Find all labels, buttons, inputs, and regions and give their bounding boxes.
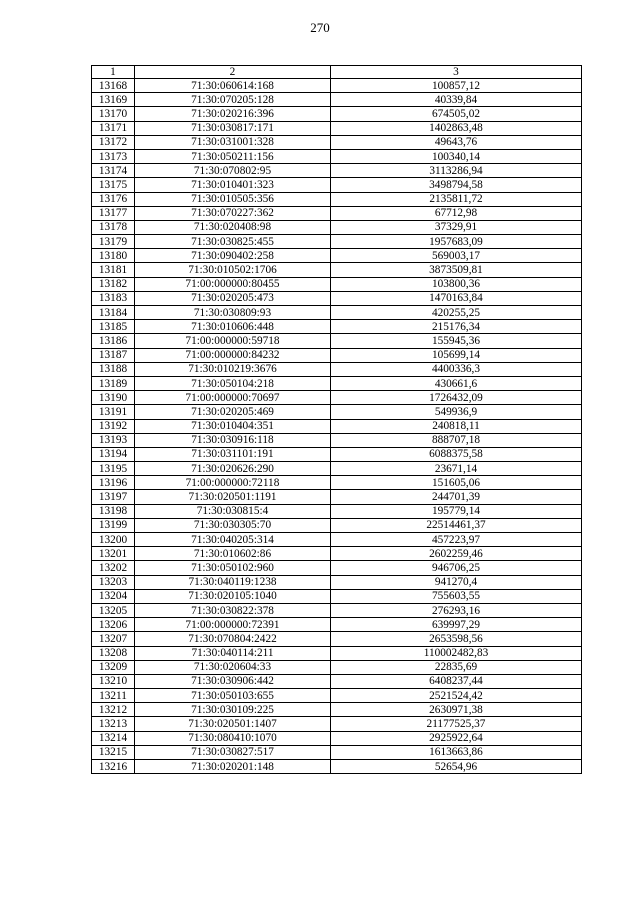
table-row: [92, 121, 582, 135]
row-number-cell: 13186: [92, 334, 135, 348]
cadastral-number-cell: 71:00:000000:80455: [135, 277, 331, 291]
cadastral-number-cell: 71:30:030817:171: [135, 121, 331, 135]
row-number-cell: 13214: [92, 731, 135, 745]
value-cell: 105699,14: [331, 348, 582, 362]
cadastral-number-cell: 71:30:010401:323: [135, 178, 331, 192]
row-number-cell: 13198: [92, 504, 135, 518]
row-number-cell: 13205: [92, 603, 135, 617]
table-row: [92, 348, 582, 362]
row-number-cell: 13180: [92, 249, 135, 263]
table-row: [92, 731, 582, 745]
cadastral-number-cell: 71:00:000000:72391: [135, 618, 331, 632]
table-row: [92, 320, 582, 334]
table-row: [92, 646, 582, 660]
table-row: [92, 405, 582, 419]
value-cell: 639997,29: [331, 618, 582, 632]
table-row: [92, 476, 582, 490]
cadastral-number-cell: 71:30:090402:258: [135, 249, 331, 263]
row-number-cell: 13199: [92, 518, 135, 532]
row-number-cell: 13187: [92, 348, 135, 362]
row-number-cell: 13168: [92, 79, 135, 93]
value-cell: 569003,17: [331, 249, 582, 263]
value-cell: 276293,16: [331, 603, 582, 617]
value-cell: 2925922,64: [331, 731, 582, 745]
cadastral-number-cell: 71:30:020216:396: [135, 107, 331, 121]
value-cell: 110002482,83: [331, 646, 582, 660]
value-cell: 2135811,72: [331, 192, 582, 206]
row-number-cell: 13209: [92, 660, 135, 674]
table-row: [92, 447, 582, 461]
table-row: [92, 547, 582, 561]
cadastral-number-cell: 71:30:030906:442: [135, 674, 331, 688]
table-row: [92, 362, 582, 376]
cadastral-number-cell: 71:30:030809:93: [135, 306, 331, 320]
table-row: [92, 79, 582, 93]
data-table: [91, 65, 582, 774]
cadastral-number-cell: 71:30:010602:86: [135, 547, 331, 561]
row-number-cell: 13201: [92, 547, 135, 561]
table-row: [92, 391, 582, 405]
value-cell: 195779,14: [331, 504, 582, 518]
cadastral-number-cell: 71:30:070804:2422: [135, 632, 331, 646]
value-cell: 2653598,56: [331, 632, 582, 646]
value-cell: 67712,98: [331, 206, 582, 220]
table-row: [92, 206, 582, 220]
value-cell: 1613663,86: [331, 745, 582, 759]
cadastral-number-cell: 71:30:030827:517: [135, 745, 331, 759]
table-row: [92, 149, 582, 163]
row-number-cell: 13206: [92, 618, 135, 632]
value-cell: 49643,76: [331, 135, 582, 149]
cadastral-number-cell: 71:30:030109:225: [135, 703, 331, 717]
cadastral-number-cell: 71:30:020105:1040: [135, 589, 331, 603]
value-cell: 151605,06: [331, 476, 582, 490]
value-cell: 6088375,58: [331, 447, 582, 461]
cadastral-number-cell: 71:30:050103:655: [135, 689, 331, 703]
table-row: [92, 178, 582, 192]
table-row: [92, 674, 582, 688]
table-row: [92, 419, 582, 433]
value-cell: 37329,91: [331, 220, 582, 234]
value-cell: 40339,84: [331, 93, 582, 107]
value-cell: 23671,14: [331, 462, 582, 476]
row-number-cell: 13169: [92, 93, 135, 107]
value-cell: 21177525,37: [331, 717, 582, 731]
cadastral-number-cell: 71:30:010219:3676: [135, 362, 331, 376]
cadastral-number-cell: 71:30:070205:128: [135, 93, 331, 107]
table-row: [92, 107, 582, 121]
value-cell: 3873509,81: [331, 263, 582, 277]
column-header-3: 3: [331, 66, 582, 79]
row-number-cell: 13185: [92, 320, 135, 334]
cadastral-number-cell: 71:30:040205:314: [135, 533, 331, 547]
table-row: [92, 533, 582, 547]
value-cell: 4400336,3: [331, 362, 582, 376]
value-cell: 240818,11: [331, 419, 582, 433]
row-number-cell: 13174: [92, 164, 135, 178]
table-row: [92, 760, 582, 774]
row-number-cell: 13204: [92, 589, 135, 603]
cadastral-number-cell: 71:00:000000:84232: [135, 348, 331, 362]
table-row: [92, 518, 582, 532]
page-number: 270: [310, 20, 330, 35]
value-cell: 100857,12: [331, 79, 582, 93]
table-row: [92, 603, 582, 617]
row-number-cell: 13184: [92, 306, 135, 320]
value-cell: 941270,4: [331, 575, 582, 589]
row-number-cell: 13175: [92, 178, 135, 192]
row-number-cell: 13176: [92, 192, 135, 206]
cadastral-number-cell: 71:30:030815:4: [135, 504, 331, 518]
value-cell: 3498794,58: [331, 178, 582, 192]
value-cell: 946706,25: [331, 561, 582, 575]
value-cell: 1726432,09: [331, 391, 582, 405]
cadastral-number-cell: 71:00:000000:72118: [135, 476, 331, 490]
value-cell: 430661,6: [331, 376, 582, 390]
row-number-cell: 13194: [92, 447, 135, 461]
row-number-cell: 13182: [92, 277, 135, 291]
cadastral-number-cell: 71:30:020408:98: [135, 220, 331, 234]
cadastral-number-cell: 71:00:000000:70697: [135, 391, 331, 405]
value-cell: 755603,55: [331, 589, 582, 603]
row-number-cell: 13178: [92, 220, 135, 234]
cadastral-number-cell: 71:30:031101:191: [135, 447, 331, 461]
value-cell: 2521524,42: [331, 689, 582, 703]
value-cell: 420255,25: [331, 306, 582, 320]
table-row: [92, 717, 582, 731]
value-cell: 22835,69: [331, 660, 582, 674]
cadastral-number-cell: 71:00:000000:59718: [135, 334, 331, 348]
cadastral-number-cell: 71:30:010404:351: [135, 419, 331, 433]
table-row: [92, 135, 582, 149]
cadastral-number-cell: 71:30:050211:156: [135, 149, 331, 163]
table-body: [92, 79, 582, 774]
table-row: [92, 589, 582, 603]
row-number-cell: 13203: [92, 575, 135, 589]
cadastral-number-cell: 71:30:070227:362: [135, 206, 331, 220]
table-row: [92, 462, 582, 476]
table-row: [92, 192, 582, 206]
row-number-cell: 13210: [92, 674, 135, 688]
table-row: [92, 490, 582, 504]
value-cell: 2630971,38: [331, 703, 582, 717]
table-row: [92, 249, 582, 263]
row-number-cell: 13211: [92, 689, 135, 703]
cadastral-number-cell: 71:30:050104:218: [135, 376, 331, 390]
table-row: [92, 433, 582, 447]
row-number-cell: 13196: [92, 476, 135, 490]
value-cell: 22514461,37: [331, 518, 582, 532]
cadastral-number-cell: 71:30:010505:356: [135, 192, 331, 206]
cadastral-number-cell: 71:30:010502:1706: [135, 263, 331, 277]
cadastral-number-cell: 71:30:031001:328: [135, 135, 331, 149]
cadastral-number-cell: 71:30:020205:473: [135, 291, 331, 305]
row-number-cell: 13215: [92, 745, 135, 759]
row-number-cell: 13200: [92, 533, 135, 547]
value-cell: 6408237,44: [331, 674, 582, 688]
cadastral-number-cell: 71:30:030916:118: [135, 433, 331, 447]
table-header: [92, 66, 582, 79]
cadastral-number-cell: 71:30:020501:1191: [135, 490, 331, 504]
value-cell: 103800,36: [331, 277, 582, 291]
table-row: [92, 306, 582, 320]
table-row: [92, 164, 582, 178]
row-number-cell: 13208: [92, 646, 135, 660]
cadastral-number-cell: 71:30:020604:33: [135, 660, 331, 674]
row-number-cell: 13193: [92, 433, 135, 447]
value-cell: 52654,96: [331, 760, 582, 774]
row-number-cell: 13191: [92, 405, 135, 419]
row-number-cell: 13177: [92, 206, 135, 220]
value-cell: 100340,14: [331, 149, 582, 163]
cadastral-number-cell: 71:30:060614:168: [135, 79, 331, 93]
value-cell: 1402863,48: [331, 121, 582, 135]
row-number-cell: 13183: [92, 291, 135, 305]
value-cell: 888707,18: [331, 433, 582, 447]
value-cell: 1957683,09: [331, 235, 582, 249]
cadastral-number-cell: 71:30:070802:95: [135, 164, 331, 178]
table-row: [92, 660, 582, 674]
row-number-cell: 13181: [92, 263, 135, 277]
cadastral-number-cell: 71:30:050102:960: [135, 561, 331, 575]
value-cell: 2602259,46: [331, 547, 582, 561]
cadastral-number-cell: 71:30:040119:1238: [135, 575, 331, 589]
value-cell: 457223,97: [331, 533, 582, 547]
cadastral-number-cell: 71:30:010606:448: [135, 320, 331, 334]
row-number-cell: 13197: [92, 490, 135, 504]
cadastral-number-cell: 71:30:030825:455: [135, 235, 331, 249]
row-number-cell: 13192: [92, 419, 135, 433]
table-row: [92, 745, 582, 759]
cadastral-number-cell: 71:30:080410:1070: [135, 731, 331, 745]
header-row: [92, 66, 582, 79]
table-row: [92, 93, 582, 107]
column-header-1: 1: [92, 66, 135, 79]
row-number-cell: 13170: [92, 107, 135, 121]
table-row: [92, 689, 582, 703]
value-cell: 1470163,84: [331, 291, 582, 305]
cadastral-number-cell: 71:30:020201:148: [135, 760, 331, 774]
row-number-cell: 13195: [92, 462, 135, 476]
cadastral-number-cell: 71:30:030822:378: [135, 603, 331, 617]
table-row: [92, 632, 582, 646]
row-number-cell: 13179: [92, 235, 135, 249]
table-row: [92, 220, 582, 234]
row-number-cell: 13190: [92, 391, 135, 405]
row-number-cell: 13172: [92, 135, 135, 149]
value-cell: 155945,36: [331, 334, 582, 348]
value-cell: 215176,34: [331, 320, 582, 334]
row-number-cell: 13216: [92, 760, 135, 774]
table-row: [92, 277, 582, 291]
value-cell: 674505,02: [331, 107, 582, 121]
table-row: [92, 561, 582, 575]
cadastral-number-cell: 71:30:040114:211: [135, 646, 331, 660]
table-row: [92, 334, 582, 348]
row-number-cell: 13202: [92, 561, 135, 575]
table-row: [92, 235, 582, 249]
value-cell: 3113286,94: [331, 164, 582, 178]
value-cell: 549936,9: [331, 405, 582, 419]
table-row: [92, 575, 582, 589]
row-number-cell: 13212: [92, 703, 135, 717]
table-row: [92, 291, 582, 305]
row-number-cell: 13173: [92, 149, 135, 163]
table-row: [92, 376, 582, 390]
cadastral-number-cell: 71:30:020501:1407: [135, 717, 331, 731]
table-row: [92, 263, 582, 277]
cadastral-number-cell: 71:30:020205:469: [135, 405, 331, 419]
table-row: [92, 703, 582, 717]
table-row: [92, 618, 582, 632]
cadastral-number-cell: 71:30:030305:70: [135, 518, 331, 532]
row-number-cell: 13207: [92, 632, 135, 646]
column-header-2: 2: [135, 66, 331, 79]
value-cell: 244701,39: [331, 490, 582, 504]
row-number-cell: 13189: [92, 376, 135, 390]
row-number-cell: 13171: [92, 121, 135, 135]
cadastral-number-cell: 71:30:020626:290: [135, 462, 331, 476]
row-number-cell: 13188: [92, 362, 135, 376]
row-number-cell: 13213: [92, 717, 135, 731]
table-row: [92, 504, 582, 518]
